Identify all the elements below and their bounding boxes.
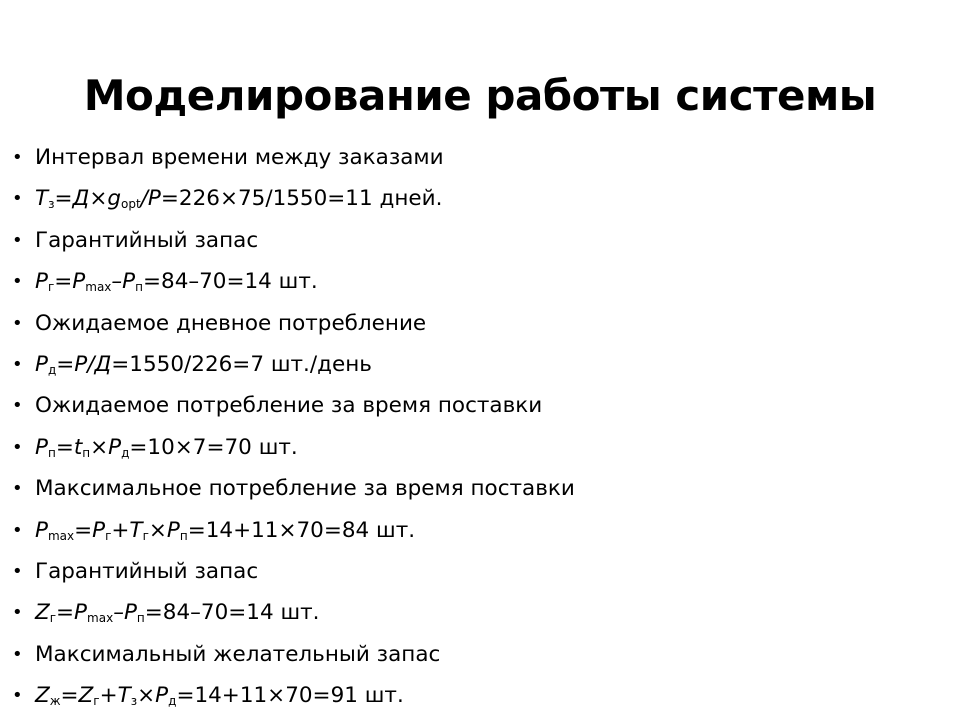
formula-subscript: max	[85, 280, 112, 295]
text-run: Ожидаемое дневное потребление	[35, 310, 427, 336]
formula-variable: =P	[56, 600, 88, 626]
bullet-item-interval-formula	[0, 179, 960, 220]
formula-subscript: з	[48, 197, 55, 212]
formula-subscript: п	[82, 445, 91, 460]
text-run: =14+11×70=91 шт.	[176, 683, 404, 709]
bullet-text	[35, 310, 426, 338]
bullet-item-safety-stock-z-formula	[0, 593, 960, 634]
bullet-dot-icon: •	[12, 147, 23, 168]
bullet-dot-icon: •	[12, 271, 23, 293]
formula-subscript: opt	[121, 197, 141, 212]
bullet-item-safety-stock-heading-2	[0, 552, 960, 593]
bullet-dot-icon: •	[12, 478, 23, 500]
bullet-item-max-consumption-heading	[0, 469, 960, 510]
formula-subscript: д	[121, 445, 130, 460]
text-run: Гарантийный запас	[35, 558, 259, 584]
formula-subscript: д	[168, 694, 177, 709]
bullet-item-safety-stock-heading	[0, 221, 960, 262]
bullet-text	[35, 475, 575, 503]
formula-variable: T	[35, 186, 49, 212]
text-run: =14+11×70=84 шт.	[187, 517, 416, 543]
bullet-text	[35, 268, 318, 296]
bullet-item-max-desired-stock-formula	[0, 676, 960, 717]
bullet-text	[35, 517, 415, 545]
formula-variable: +T	[111, 517, 143, 543]
bullet-list	[0, 138, 960, 717]
text-run: Ожидаемое потребление за время поставки	[35, 393, 543, 419]
formula-variable: ×P	[137, 683, 169, 709]
bullet-text	[35, 351, 372, 379]
bullet-dot-icon: •	[12, 395, 23, 417]
formula-variable: =P	[54, 269, 86, 295]
bullet-item-delivery-consumption-heading	[0, 386, 960, 427]
text-run: =1550/226=7 шт./день	[111, 351, 372, 377]
bullet-item-max-desired-stock-heading	[0, 635, 960, 676]
bullet-item-daily-consumption-formula	[0, 345, 960, 386]
formula-subscript: п	[47, 445, 56, 460]
bullet-dot-icon: •	[12, 560, 23, 582]
formula-subscript: з	[130, 694, 138, 709]
bullet-dot-icon: •	[12, 188, 23, 210]
bullet-text	[35, 392, 542, 420]
formula-subscript: п	[135, 280, 143, 295]
bullet-text	[35, 227, 258, 255]
formula-subscript: ж	[49, 694, 61, 709]
bullet-text	[35, 641, 440, 669]
slide-title: Моделирование работы системы	[83, 71, 877, 120]
formula-variable: =P	[74, 517, 106, 543]
bullet-item-daily-consumption-heading	[0, 304, 960, 345]
bullet-text	[35, 599, 320, 627]
formula-variable: ×P	[148, 517, 180, 543]
bullet-text	[35, 434, 298, 462]
bullet-dot-icon: •	[12, 353, 23, 375]
formula-variable: P	[35, 434, 48, 460]
bullet-dot-icon: •	[12, 229, 23, 251]
bullet-text	[35, 185, 442, 213]
formula-subscript: max	[87, 611, 114, 626]
bullet-item-safety-stock-formula	[0, 262, 960, 303]
formula-variable: P	[35, 269, 48, 295]
formula-variable: P	[35, 517, 48, 543]
formula-variable: P	[35, 351, 48, 377]
formula-variable: Z	[35, 600, 50, 626]
bullet-dot-icon: •	[12, 312, 23, 334]
bullet-dot-icon: •	[12, 643, 23, 665]
formula-variable: =P/Д	[56, 351, 112, 377]
formula-variable: ×P	[90, 434, 122, 460]
text-run: Интервал времени между заказами	[35, 145, 444, 170]
bullet-dot-icon: •	[12, 436, 23, 458]
text-run: Максимальный желательный запас	[35, 641, 441, 667]
formula-variable: /P	[140, 186, 161, 212]
formula-variable: Z	[35, 683, 50, 709]
formula-subscript: г	[93, 694, 100, 709]
bullet-dot-icon: •	[12, 685, 23, 707]
formula-subscript: г	[47, 280, 55, 295]
text-run: =226×75/1550=11 дней.	[160, 186, 443, 212]
formula-subscript: max	[47, 528, 75, 543]
text-run: Гарантийный запас	[35, 227, 259, 253]
bullet-item-delivery-consumption-formula	[0, 428, 960, 469]
formula-variable: –P	[111, 269, 136, 295]
bullet-text	[35, 558, 258, 586]
text-run: Максимальное потребление за время поставки	[35, 476, 575, 502]
formula-subscript: д	[47, 362, 57, 377]
text-run: =84–70=14 шт.	[144, 600, 320, 626]
formula-variable: +T	[99, 683, 131, 709]
bullet-dot-icon: •	[12, 519, 23, 541]
formula-subscript: г	[49, 611, 57, 626]
formula-variable: =Д×g	[54, 186, 122, 212]
bullet-text	[35, 144, 444, 172]
text-run: =84–70=14 шт.	[143, 269, 318, 295]
formula-subscript: п	[136, 611, 145, 626]
formula-variable: =Z	[60, 683, 94, 709]
formula-subscript: п	[179, 528, 188, 543]
bullet-text	[35, 682, 404, 710]
formula-variable: =t	[55, 434, 83, 460]
formula-subscript: г	[105, 528, 112, 543]
text-run: =10×7=70 шт.	[129, 434, 298, 460]
bullet-item-interval-heading	[0, 138, 960, 179]
bullet-item-max-consumption-formula	[0, 511, 960, 552]
bullet-dot-icon: •	[12, 602, 23, 624]
formula-subscript: г	[142, 528, 149, 543]
formula-variable: –P	[113, 600, 137, 626]
